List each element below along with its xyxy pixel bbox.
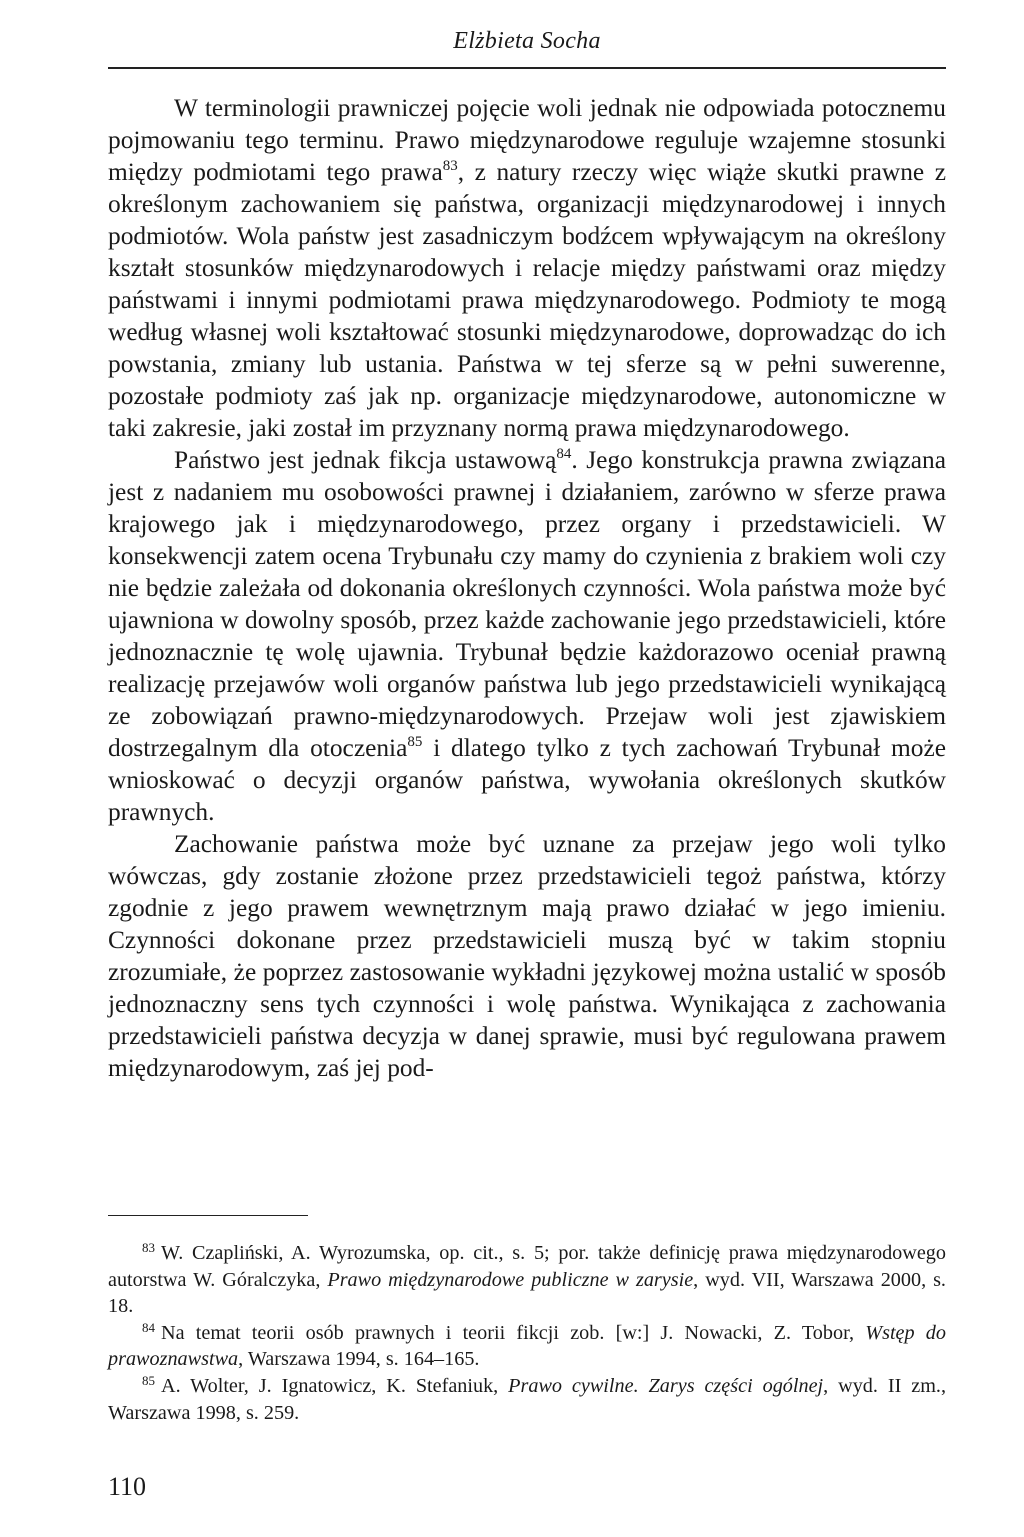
paragraph-2-text-c: i dlatego tylko z tych zachowań Trybunał może wnioskować o decyzji organów państwa, wywołania określonych skutków prawnych. — [108, 734, 947, 826]
footnote-text-end: , wyd. II zm., Warszawa 1998, s. 259. — [108, 1374, 946, 1424]
footnote-text-end: , Warszawa 1994, s. 164–165. — [238, 1348, 480, 1371]
paragraph-1 — [108, 92, 946, 444]
paragraph-2 — [108, 444, 946, 828]
paragraph-2-text-b: . Jego konstrukcja prawna związana jest z nadaniem mu osobowości prawnej i działaniem, zarówno w sferze prawa krajowego jak i międzynarodowego, przez organy i przedstawicieli. W konsekwencji zatem ocena Trybunału czy mamy do czynienia z brakiem woli czy nie będzie zależała od dokonania określonych czynności. Wola państwa może być ujawniona w dowolny sposób, przez każde zachowanie jego przedstawicieli, które jednoznacznie tę wolę ujawnia. Trybunał będzie każdorazowo oceniał prawną realizację przejawów woli organów państwa lub jego przedstawicieli wynikającą ze zobowiązań prawno-międzynarodowych. Przejaw woli jest zjawiskiem dostrzegalnym dla otoczenia — [108, 446, 946, 762]
page-number: 110 — [108, 1472, 147, 1501]
footnote-number: 83 — [142, 1240, 155, 1255]
footnote-text: Na temat teorii osób prawnych i teorii fikcji zob. [w:] J. Nowacki, Z. Tobor, — [161, 1321, 866, 1344]
footnote-85 — [108, 1373, 946, 1426]
paragraph-1-text-a: W terminologii prawniczej pojęcie woli jednak nie odpowiada potocznemu pojmowaniu tego terminu. Prawo międzynarodowe reguluje wzajemne stosunki między podmiotami tego prawa — [108, 94, 946, 186]
footnote-title: Wstęp do prawoznawstwa — [108, 1321, 946, 1371]
footnote-text: A. Wolter, J. Ignatowicz, K. Stefaniuk, — [161, 1374, 509, 1397]
footnote-title: Prawo międzynarodowe publiczne w zarysie — [327, 1268, 694, 1291]
footnote-ref-83[interactable]: 83 — [442, 158, 458, 174]
header-rule — [108, 67, 946, 69]
footnotes — [108, 1240, 946, 1426]
paragraph-1-text-b: , z natury rzeczy więc wiąże skutki prawne z określonym zachowaniem się państwa, organizacji międzynarodowej i innych podmiotów. Wola państw jest zasadniczym bodźcem wpływającym na określony kształt stosunków międzynarodowych i relacje między państwami oraz między państwami i innymi podmiotami prawa międzynarodowego. Podmioty te mogą według własnej woli kształtować stosunki międzynarodowe, doprowadząc do ich powstania, zmiany lub ustania. Państwa w tej sferze są w pełni suwerenne, pozostałe podmioty zaś jak np. organizacje międzynarodowe, autonomiczne w taki zakresie, jaki został im przyznany normą prawa międzynarodowego. — [108, 158, 946, 442]
paragraph-2-text-a: Państwo jest jednak fikcja ustawową — [174, 446, 557, 474]
footnote-83 — [108, 1240, 946, 1320]
running-head-author: Elżbieta Socha — [453, 28, 601, 54]
paragraph-3: Zachowanie państwa może być uznane za przejaw jego woli tylko wówczas, gdy zostanie złożone przez przedstawicieli tegoż państwa, którzy zgodnie z jego prawem wewnętrznym mają prawo działać w jego imieniu. Czynności dokonane przez przedstawicieli muszą być w takim stopniu zrozumiałe, że poprzez zastosowanie wykładni językowej można ustalić w sposób jednoznaczny sens tych czynności i wolę państwa. Wynikająca z zachowania przedstawicieli państwa decyzja w danej sprawie, musi być regulowana prawem międzynarodowym, zaś jej pod- — [108, 830, 946, 1082]
footnote-separator — [108, 1215, 308, 1216]
body-text — [108, 92, 946, 1084]
footnote-84 — [108, 1320, 946, 1373]
footnote-text: W. Czapliński, A. Wyrozumska, op. cit., s. 5; por. także definicję prawa międzynarodowego autorstwa W. Góralczyka, — [108, 1242, 946, 1291]
footnote-number: 85 — [142, 1372, 155, 1388]
footnote-text-end: , wyd. VII, Warszawa 2000, s. 18. — [108, 1268, 946, 1318]
footnote-title: Prawo cywilne. Zarys części ogólnej — [508, 1374, 824, 1397]
footnote-ref-84[interactable]: 84 — [556, 446, 572, 462]
footnote-ref-85[interactable]: 85 — [407, 734, 423, 750]
footnote-number: 84 — [142, 1319, 155, 1335]
